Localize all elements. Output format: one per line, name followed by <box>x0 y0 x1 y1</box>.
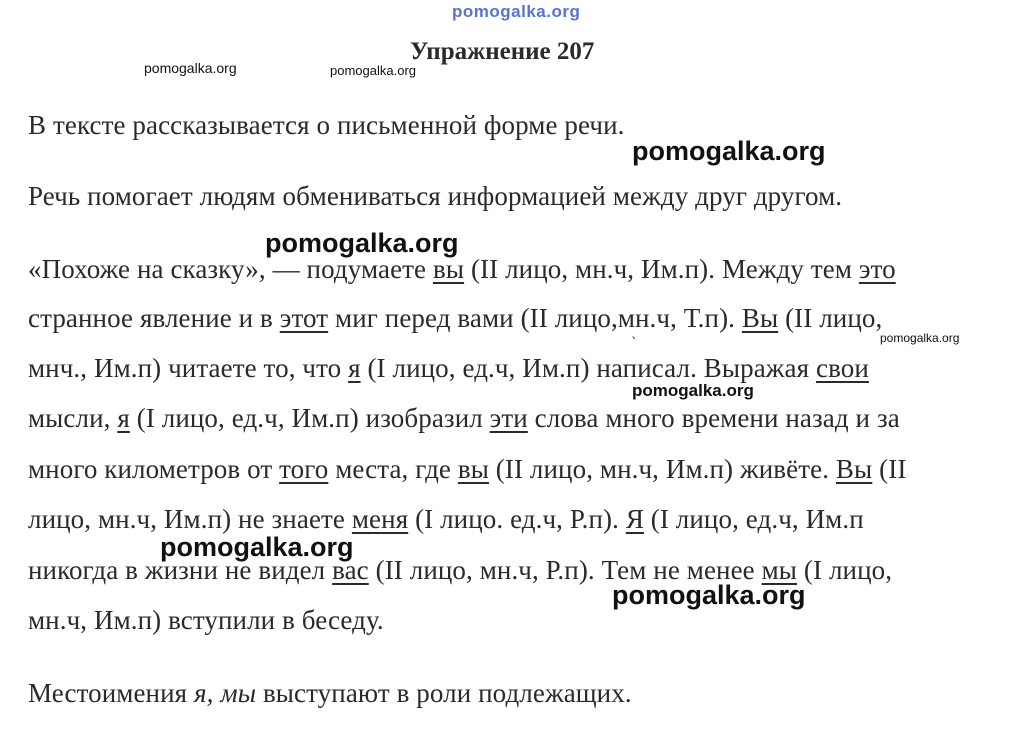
text-segment: лицо, мн.ч, Им.п) не знаете <box>28 504 352 534</box>
text-line-8: мн.ч, Им.п) вступили в беседу. <box>28 605 384 635</box>
pronoun: Вы <box>835 454 873 484</box>
pronoun: Вы <box>741 303 779 333</box>
paragraph-summary: В тексте рассказывается о письменной форме речи. <box>28 110 625 140</box>
text-segment: мнч., Им.п) читаете то, что <box>28 353 349 383</box>
pronoun: меня <box>351 504 409 534</box>
watermark-large: pomogalka.org <box>612 580 806 610</box>
pronoun: это <box>858 254 896 284</box>
text-segment: выступают в роли подлежащих. <box>256 678 632 708</box>
text-line-5 <box>28 453 906 485</box>
text-segment: странное явление и в <box>28 303 280 333</box>
text-line-6 <box>28 503 864 535</box>
text-line-2 <box>28 302 882 334</box>
pronoun: вас <box>332 555 369 585</box>
watermark-large: pomogalka.org <box>265 228 459 258</box>
text-line-1 <box>28 253 896 285</box>
pronoun: того <box>279 454 329 484</box>
paragraph-purpose: Речь помогает людям обмениваться информацией между друг другом. <box>28 181 843 211</box>
watermark-large: pomogalka.org <box>160 532 354 562</box>
pronoun-examples: я, мы <box>194 678 257 708</box>
text-segment: мысли, <box>28 403 118 433</box>
paragraph-conclusion <box>28 677 632 709</box>
watermark-small: pomogalka.org <box>330 63 416 78</box>
watermark-large: pomogalka.org <box>632 136 826 166</box>
text-segment: (II лицо, мн.ч, Им.п) живёте. <box>488 454 836 484</box>
text-segment: (II лицо, мн.ч, Им.п). Между тем <box>464 254 859 284</box>
text-segment: (II <box>872 454 907 484</box>
text-segment: (II лицо, <box>778 303 883 333</box>
text-segment: места, где <box>328 454 458 484</box>
pronoun: мы <box>761 555 798 585</box>
watermark-medium: pomogalka.org <box>632 381 754 400</box>
text-segment: (II лицо, мн.ч, Р.п). Тем не менее <box>368 555 762 585</box>
text-line-4 <box>28 402 900 434</box>
text-segment: (I лицо. ед.ч, Р.п). <box>408 504 626 534</box>
pronoun: вы <box>457 454 489 484</box>
text-segment: (I лицо, ед.ч, Им.п) изобразил <box>129 403 490 433</box>
pronoun: я <box>117 403 130 433</box>
text-segment: много километров от <box>28 454 280 484</box>
text-segment: слова много времени назад и за <box>527 403 900 433</box>
pronoun: Я <box>625 504 644 534</box>
watermark-small: pomogalka.org <box>880 331 960 345</box>
pronoun: свои <box>816 353 869 383</box>
text-segment: (I лицо, ед.ч, Им.п <box>643 504 864 534</box>
exercise-title: Упражнение 207 <box>410 38 595 65</box>
text-line-3 <box>28 352 869 384</box>
pronoun: этот <box>279 303 329 333</box>
watermark-top: pomogalka.org <box>452 2 581 21</box>
text-segment: (I лицо, ед.ч, Им.п) написал. Выражая <box>360 353 817 383</box>
text-segment: миг перед вами (II лицо,мн.ч, Т.п). <box>328 303 742 333</box>
watermark-small: pomogalka.org <box>144 60 237 76</box>
text-segment: никогда в жизни не видел <box>28 555 333 585</box>
pronoun: я <box>348 353 361 383</box>
text-segment: Местоимения <box>28 678 195 708</box>
stray-mark: ` <box>631 336 638 352</box>
text-segment: (I лицо, <box>797 555 893 585</box>
pronoun: эти <box>489 403 528 433</box>
text-line-7 <box>28 554 892 586</box>
text-segment: «Похоже на сказку», — подумаете <box>28 254 433 284</box>
pronoun: вы <box>433 254 465 284</box>
